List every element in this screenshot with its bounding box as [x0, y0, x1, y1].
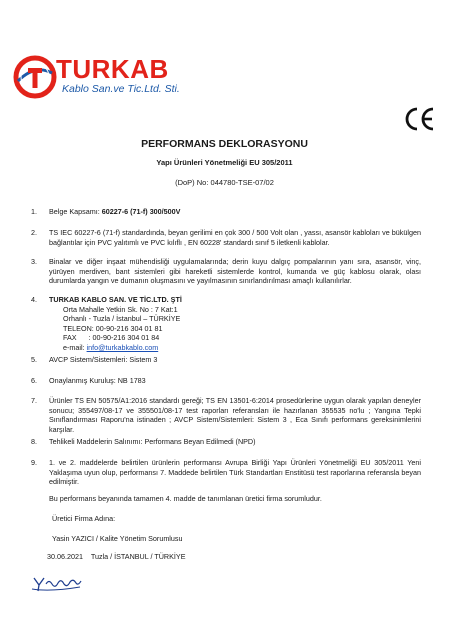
dop-number: (DoP) No: 044780-TSE-07/02: [175, 178, 274, 187]
fax-number: FAX : 00-90-216 304 01 84: [63, 333, 160, 343]
item-text: Binalar ve diğer inşaat mühendisliği uygulamalarında; derin kuyu dalgıç pompalarının yanı sıra, asansör, vinç, yürüyen merdiven, bant sistemleri gibi hareketli sistemlerde kontrol, kumanda ve güç kablosu olarak, olası durumlarda yangın ve dumanın oluşmasını ve yayılmasının sınırlandırılması amaçlı kullanılırlar.: [49, 257, 421, 286]
manufacturer-block: [49, 295, 421, 353]
turkab-emblem-icon: [12, 54, 58, 100]
date-and-place: 30.06.2021 Tuzla / İSTANBUL / TÜRKİYE: [47, 552, 186, 561]
item-number: 5.: [31, 355, 37, 364]
item-number: 1.: [31, 207, 37, 216]
email-line: [49, 343, 421, 353]
scope-value: 60227-6 (71-f) 300/500V: [101, 207, 181, 216]
item-number: 2.: [31, 228, 37, 237]
address-line-2: Orhanlı - Tuzla / İstanbul – TÜRKİYE: [63, 314, 181, 324]
company-name: TURKAB KABLO SAN. VE TİC.LTD. ŞTİ: [49, 295, 182, 304]
item-text: AVCP Sistem/Sistemleri: Sistem 3: [49, 355, 158, 364]
responsibility-statement: Bu performans beyanında tamamen 4. madde de tanımlanan üretici firma sorumludur.: [49, 494, 322, 503]
item-body: [49, 207, 421, 217]
ce-mark-icon: [402, 106, 436, 132]
turkab-logo: [12, 54, 212, 100]
item-number: 3.: [31, 257, 37, 266]
signature-icon: [30, 575, 84, 593]
item-text: TS IEC 60227-6 (71-f) standardında, beyan gerilimi en çok 300 / 500 Volt olan , yassı, asansör kabloları ve bükülgen bağlantılar için PVC yalıtımlı ve PVC kılıflı , EN 60228' standardı sınıf 5 iletkenli kablolar.: [49, 228, 421, 247]
item-text: 1. ve 2. maddelerde belirtilen ürünlerin performansı Avrupa Birliği Yapı Ürünleri Yönetmeliği EU 305/2011 Yeni Yaklaşıma uyun olup, performansı 7. Maddede belirtilen Türk Standartları Enstitüsü test raporlarına referansla beyan edilmiştir.: [49, 458, 421, 487]
item-text: Tehlikeli Maddelerin Salınımı: Performans Beyan Edilmedi (NPD): [49, 437, 256, 446]
item-number: 8.: [31, 437, 37, 446]
document-subtitle: Yapı Ürünleri Yönetmeliği EU 305/2011: [156, 158, 293, 167]
item-number: 6.: [31, 376, 37, 385]
brand-subtitle: Kablo San.ve Tic.Ltd. Sti.: [62, 83, 180, 95]
item-number: 7.: [31, 396, 37, 405]
scope-label: Belge Kapsamı:: [49, 207, 100, 216]
brand-name: TURKAB: [56, 54, 169, 84]
item-number: 9.: [31, 458, 37, 467]
item-text: Ürünler TS EN 50575/A1:2016 standardı gereği; TS EN 13501-6:2014 prosedürlerine uygun olarak yapılan deneyler sonucu; 355497/08-17 ve 355501/08-17 test raporları referansları ile hazırlanan 355535 no'lu ; Yangına Tepki Sınıflandırması Raporu'na istinaden ; AVCP Sistem/Sistemleri: Sistem 3 , Eca Sınıfı performans gereksinimlerini karşılar.: [49, 396, 421, 434]
item-number: 4.: [31, 295, 37, 304]
email-label: e-mail:: [63, 342, 87, 352]
email-link[interactable]: info@turkabkablo.com: [86, 342, 159, 352]
phone-number: TELEON: 00-90-216 304 01 81: [63, 323, 163, 333]
item-text: Onaylanmış Kuruluş: NB 1783: [49, 376, 146, 385]
signatory-label: Üretici Firma Adına:: [52, 514, 116, 523]
signatory-name: Yasin YAZICI / Kalite Yönetim Sorumlusu: [52, 534, 183, 543]
address-line-1: Orta Mahalle Yetkin Sk. No : 7 Kat:1: [63, 304, 178, 314]
document-title: PERFORMANS DEKLORASYONU: [141, 138, 308, 150]
